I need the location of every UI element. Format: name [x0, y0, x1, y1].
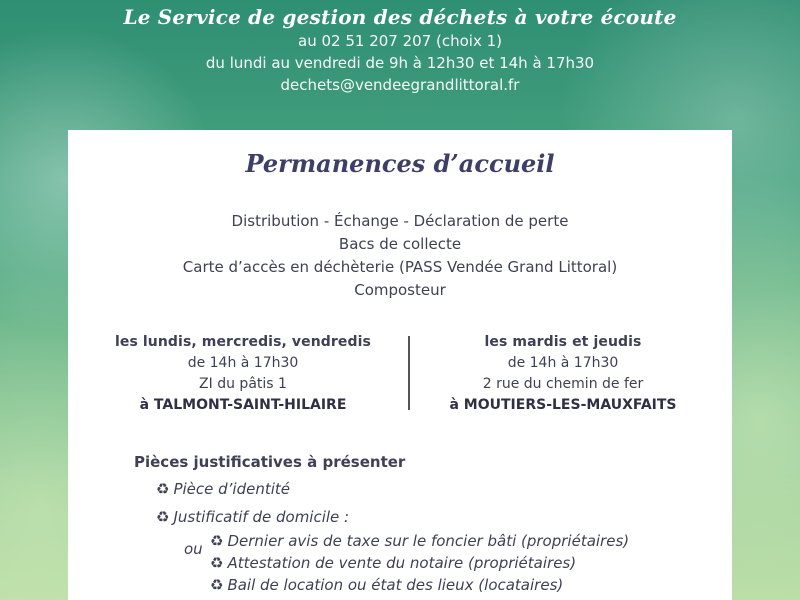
list-item [156, 478, 714, 500]
list-item-label: Pièce d’identité [173, 480, 291, 498]
list-item-label: Justificatif de domicile : [173, 508, 350, 526]
location-talmont [93, 332, 393, 416]
location-city: à MOUTIERS-LES-MAUXFAITS [449, 397, 677, 413]
location-time: de 14h à 17h30 [187, 355, 299, 371]
location-city: à TALMONT-SAINT-HILAIRE [139, 397, 347, 413]
list-item [184, 530, 714, 552]
service-line: Composteur [354, 281, 446, 299]
recycle-icon: ♻ [210, 576, 224, 594]
card-title: Permanences d’accueil [245, 149, 555, 178]
services-list [68, 210, 732, 302]
header-banner [0, 0, 800, 96]
recycle-icon: ♻ [156, 480, 170, 498]
list-item-label: Dernier avis de taxe sur le foncier bâti (propriétaires) [227, 532, 630, 550]
recycle-icon: ♻ [156, 508, 170, 526]
list-item-label: Attestation de vente du notaire (propriétaires) [227, 554, 577, 572]
list-item [184, 574, 714, 596]
recycle-icon: ♻ [210, 554, 224, 572]
or-label: ou [184, 540, 203, 558]
required-documents [134, 452, 714, 596]
list-item [156, 506, 714, 528]
location-divider [408, 336, 410, 410]
header-email[interactable]: dechets@vendeegrandlittoral.fr [280, 76, 520, 94]
location-days: les mardis et jeudis [484, 334, 642, 350]
location-time: de 14h à 17h30 [507, 355, 619, 371]
list-item-label: Bail de location ou état des lieux (locataires) [227, 576, 564, 594]
location-days: les lundis, mercredis, vendredis [115, 334, 371, 350]
header-phone: au 02 51 207 207 (choix 1) [298, 32, 502, 50]
header-title: Le Service de gestion des déchets à votre écoute [123, 5, 677, 29]
list-item [184, 552, 714, 574]
info-card [68, 130, 732, 600]
service-line: Distribution - Échange - Déclaration de perte [231, 212, 569, 230]
location-address: 2 rue du chemin de fer [482, 376, 644, 392]
required-documents-title: Pièces justificatives à présenter [134, 453, 406, 471]
header-hours: du lundi au vendredi de 9h à 12h30 et 14h à 17h30 [205, 54, 595, 72]
location-address: ZI du pâtis 1 [199, 376, 287, 392]
residence-proof-list [184, 530, 714, 596]
recycle-icon: ♻ [210, 532, 224, 550]
locations [68, 332, 732, 412]
service-line: Bacs de collecte [338, 235, 462, 253]
location-moutiers [413, 332, 713, 416]
service-line: Carte d’accès en déchèterie (PASS Vendée Grand Littoral) [182, 258, 618, 276]
